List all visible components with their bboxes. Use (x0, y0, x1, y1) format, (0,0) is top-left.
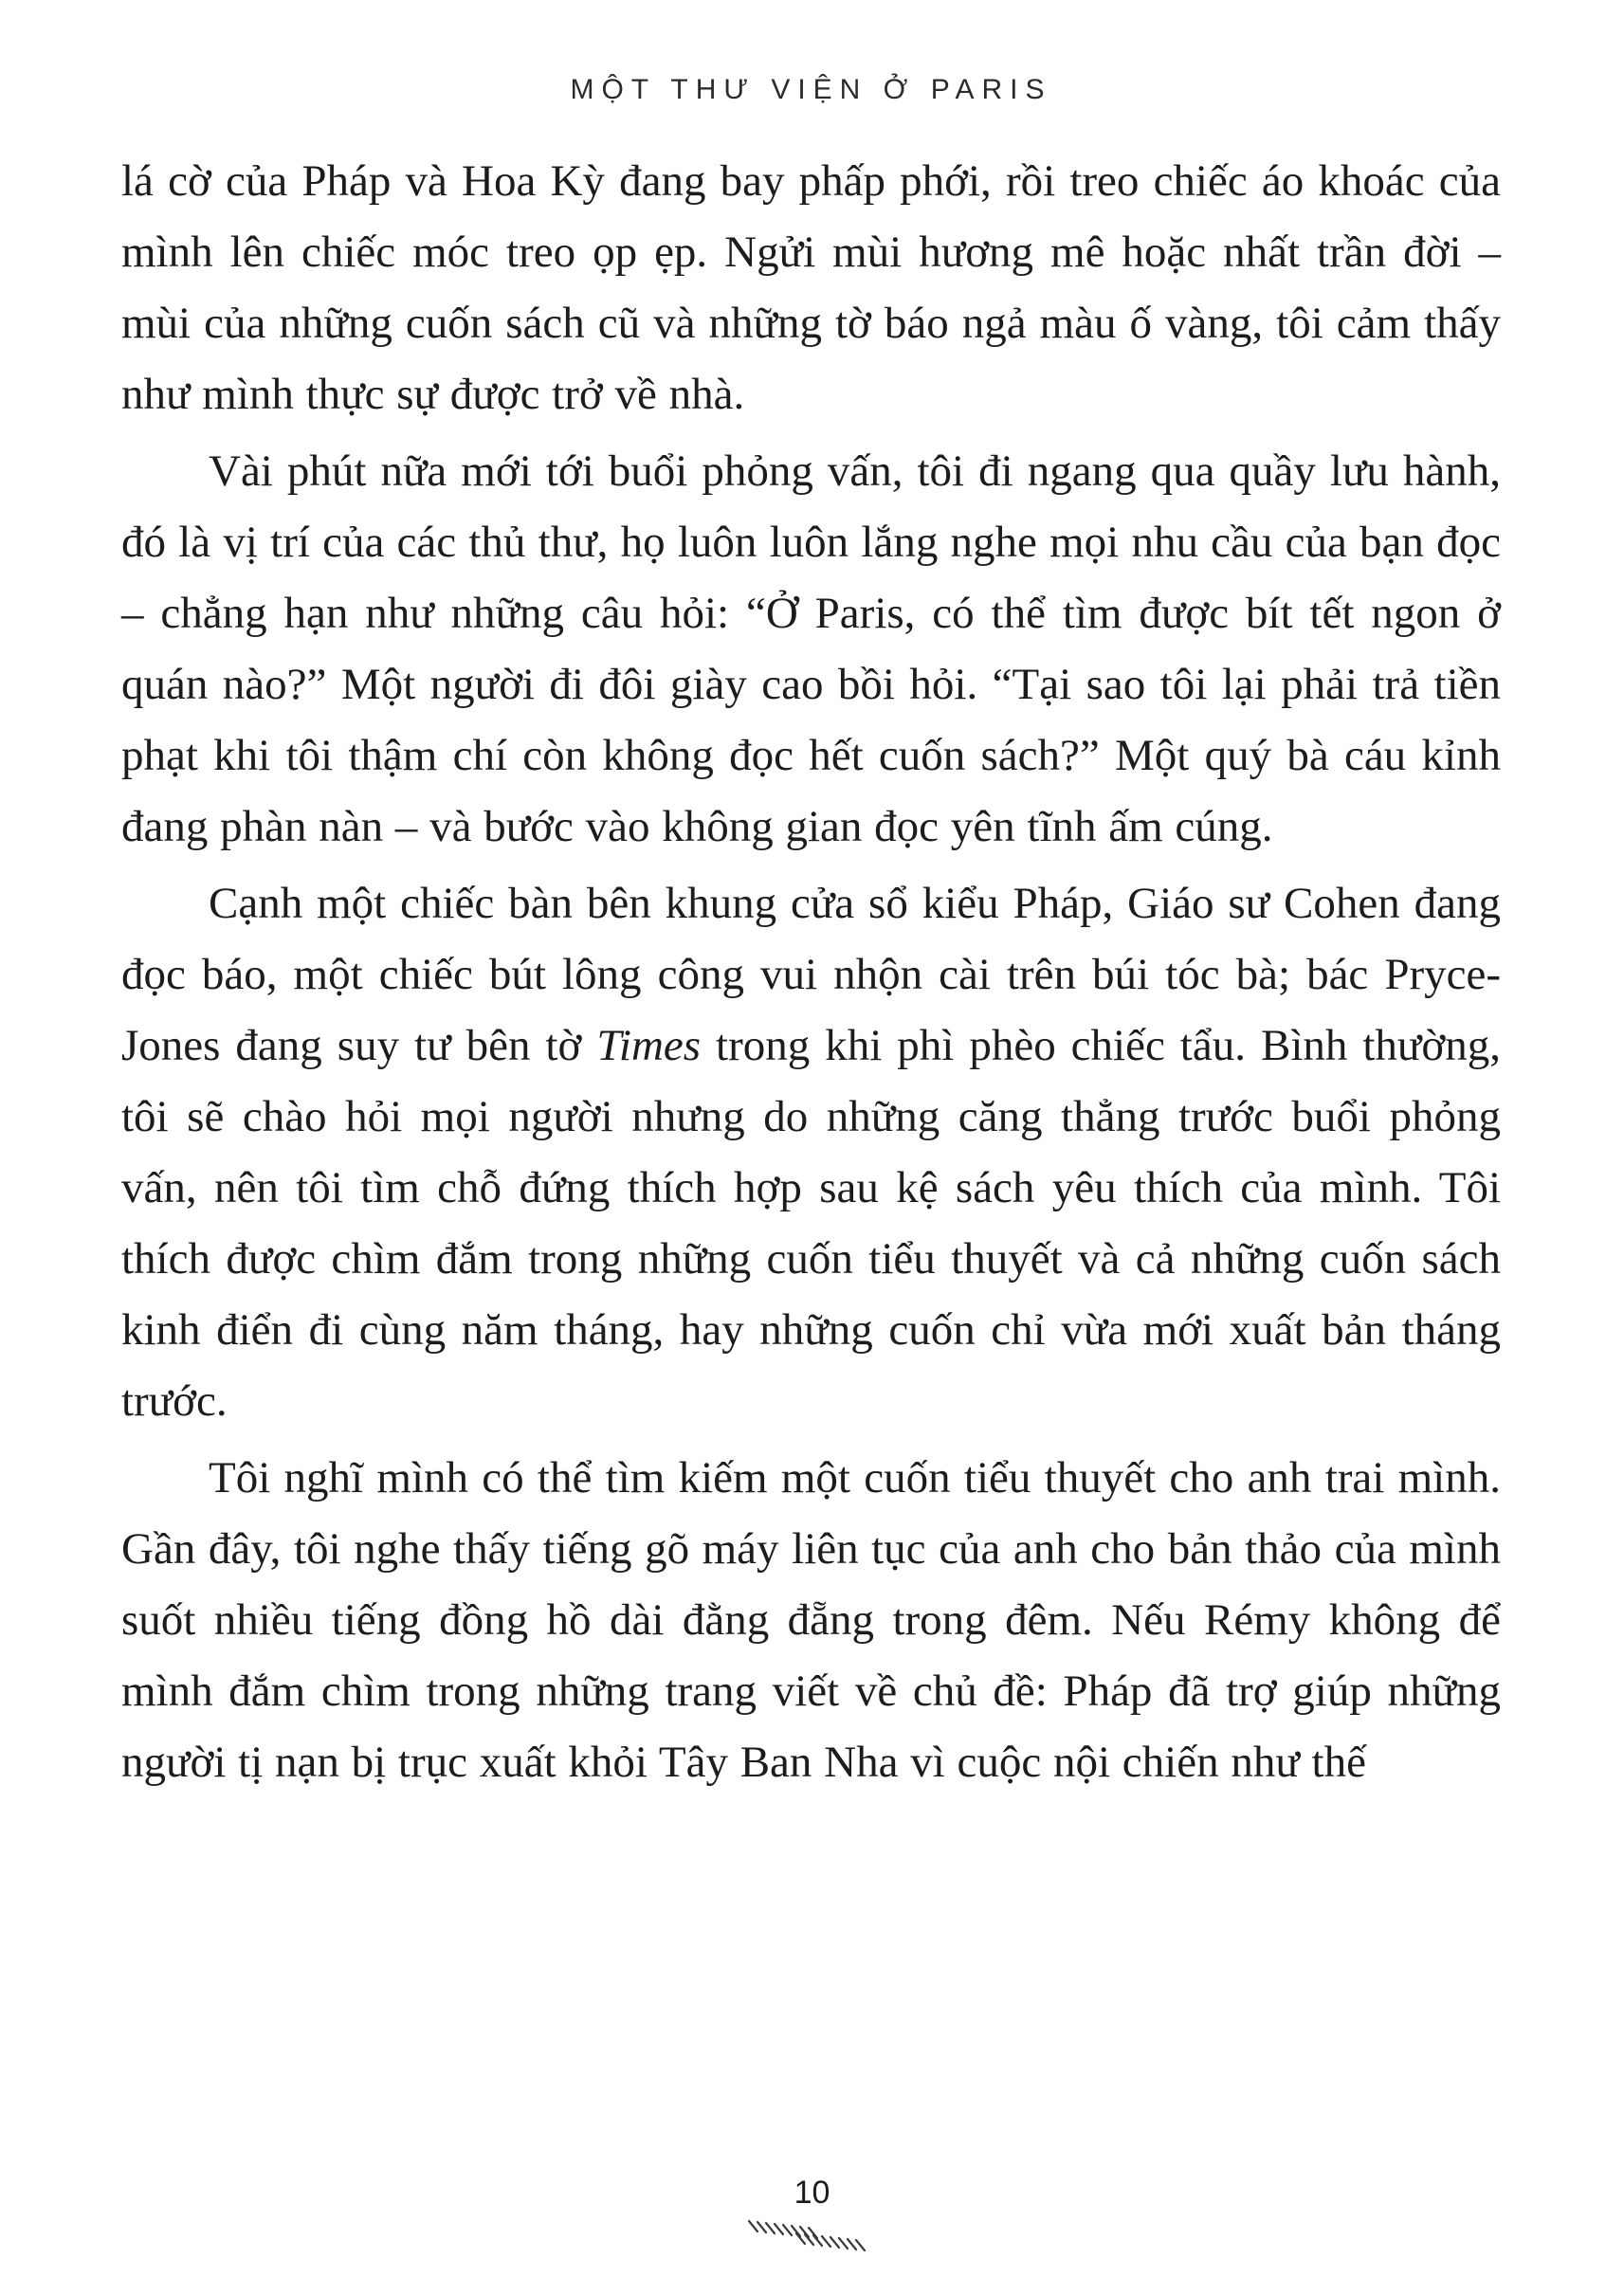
paragraph (121, 868, 1501, 1437)
paragraph-text-italic: Times (596, 1021, 702, 1070)
paragraph-text: Cạnh một chiếc bàn bên khung cửa sổ kiểu Pháp, Giáo sư Cohen đang đọc báo, một chiếc bút lông công vui nhộn cài trên búi tóc bà; bác Pryce-Jones đang suy tư bên tờ (121, 879, 1501, 1070)
page-number: 10 (794, 2175, 830, 2211)
page-footer (0, 2175, 1624, 2253)
page-body (121, 146, 1501, 1798)
running-header: MỘT THƯ VIỆN Ở PARIS (570, 74, 1052, 105)
paragraph-text: Tôi nghĩ mình có thể tìm kiếm một cuốn tiểu thuyết cho anh trai mình. Gần đây, tôi nghe thấy tiếng gõ máy liên tục của anh cho bản thảo của mình suốt nhiều tiếng đồng hồ dài đằng đẵng trong đêm. Nếu Rémy không để mình đắm chìm trong những trang viết về chủ đề: Pháp đã trợ giúp những người tị nạn bị trục xuất khỏi Tây Ban Nha vì cuộc nội chiến như thế (121, 1453, 1501, 1787)
paragraph (121, 1443, 1501, 1798)
paragraph (121, 146, 1501, 430)
paragraph-text: Vài phút nữa mới tới buổi phỏng vấn, tôi đi ngang qua quầy lưu hành, đó là vị trí của các thủ thư, họ luôn luôn lắng nghe mọi nhu cầu của bạn đọc – chẳng hạn như những câu hỏi: “Ở Paris, có thể tìm được bít tết ngon ở quán nào?” Một người đi đôi giày cao bồi hỏi. “Tại sao tôi lại phải trả tiền phạt khi tôi thậm chí còn không đọc hết cuốn sách?” Một quý bà cáu kỉnh đang phàn nàn – và bước vào không gian đọc yên tĩnh ấm cúng. (121, 446, 1501, 851)
paragraph (121, 436, 1501, 863)
laurel-flourish-icon (741, 2213, 884, 2253)
paragraph-text: trong khi phì phèo chiếc tẩu. Bình thường, tôi sẽ chào hỏi mọi người nhưng do những căng thẳng trước buổi phỏng vấn, nên tôi tìm chỗ đứng thích hợp sau kệ sách yêu thích của mình. Tôi thích được chìm đắm trong những cuốn tiểu thuyết và cả những cuốn sách kinh điển đi cùng năm tháng, hay những cuốn chỉ vừa mới xuất bản tháng trước. (121, 1021, 1501, 1426)
paragraph-text: lá cờ của Pháp và Hoa Kỳ đang bay phấp phới, rồi treo chiếc áo khoác của mình lên chiếc móc treo ọp ẹp. Ngửi mùi hương mê hoặc nhất trần đời – mùi của những cuốn sách cũ và những tờ báo ngả màu ố vàng, tôi cảm thấy như mình thực sự được trở về nhà. (121, 156, 1501, 419)
